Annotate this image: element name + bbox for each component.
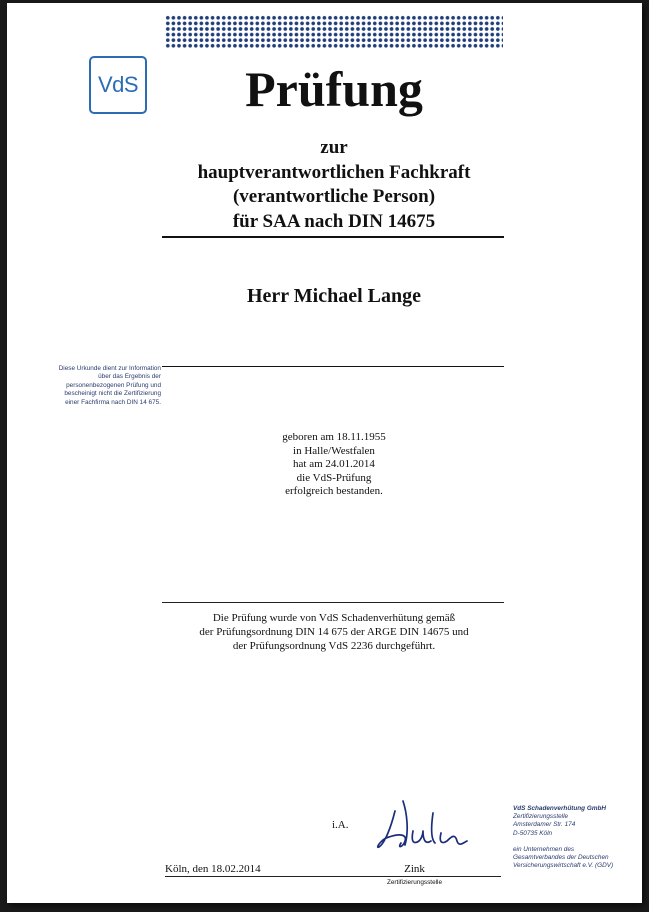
side-note-line: bescheinigt nicht die Zertifizierung [64, 390, 161, 398]
issuer-company: VdS Schadenverhütung GmbH [513, 805, 607, 812]
spacer [513, 838, 641, 846]
birth-block [165, 431, 503, 499]
signature-prefix: i.A. [332, 819, 349, 831]
birth-line: erfolgreich bestanden. [285, 485, 383, 497]
issuer-address-line: Zertifizierungsstelle [513, 813, 569, 821]
subtitle-line: (verantwortliche Person) [232, 186, 436, 207]
handwritten-signature [367, 791, 477, 855]
certificate-title: Prüfung [245, 61, 423, 117]
place-date: Köln, den 18.02.2014 [165, 863, 261, 875]
side-note-line: über das Ergebnis der [98, 373, 161, 381]
issuer-address-line: D-50735 Köln [513, 829, 553, 837]
birth-line: hat am 24.01.2014 [293, 458, 375, 470]
conducted-line: Die Prüfung wurde von VdS Schadenverhütung gemäß [212, 612, 456, 624]
conducted-line: der Prüfungsordnung VdS 2236 durchgeführt. [232, 640, 436, 652]
side-note-line: personenbezogenen Prüfung und [66, 381, 161, 389]
side-note-line: Diese Urkunde dient zur Information [58, 365, 161, 372]
side-note [21, 365, 161, 407]
birth-line: geboren am 18.11.1955 [282, 431, 386, 443]
issuer-note-line: Versicherungswirtschaft e.V. (GDV) [513, 862, 614, 870]
certificate-page [7, 3, 642, 903]
issuer-note-line: ein Unternehmen des [513, 845, 575, 853]
certificate-subtitle [157, 136, 511, 234]
birth-line: die VdS-Prüfung [296, 471, 372, 484]
divider [162, 366, 504, 367]
issuer-note-line: Gesamtverbandes der Deutschen [513, 854, 609, 862]
holder-name: Herr Michael Lange [246, 285, 422, 307]
side-note-line: einer Fachfirma nach DIN 14 675. [65, 398, 161, 406]
conducted-line: der Prüfungsordnung DIN 14 675 der ARGE DIN 14675 und [199, 626, 469, 638]
vds-logo [89, 56, 147, 114]
issuer-block [513, 805, 641, 870]
subtitle-line: hauptverantwortlichen Fachkraft [197, 161, 471, 183]
conducted-block [157, 611, 511, 653]
birth-line: in Halle/Westfalen [293, 444, 375, 457]
subtitle-line: zur [320, 137, 348, 158]
signer-role: Zertifizierungsstelle [386, 879, 443, 886]
signature-line [165, 876, 501, 877]
divider [162, 236, 504, 238]
subtitle-line: für SAA nach DIN 14675 [232, 210, 436, 232]
issuer-address-line: Amsterdamer Str. 174 [513, 821, 576, 829]
vds-logo-text: VdS [97, 72, 139, 97]
dot-pattern-header [165, 15, 503, 48]
divider [162, 602, 504, 603]
signer-name: Zink [404, 863, 425, 875]
